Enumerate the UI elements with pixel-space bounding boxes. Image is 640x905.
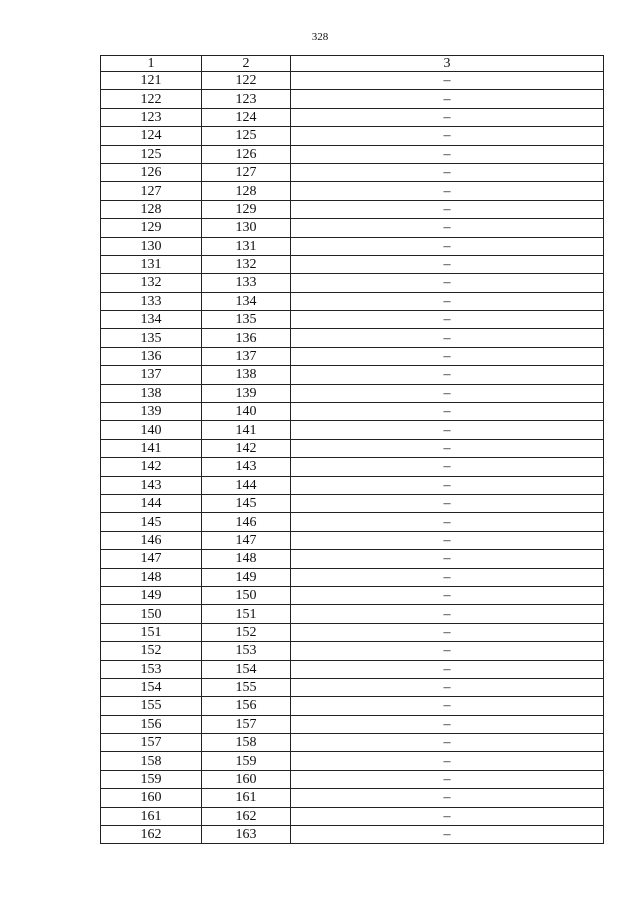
table-row: [101, 274, 604, 292]
cell-col-1: 135: [101, 329, 202, 347]
cell-col-1: 157: [101, 734, 202, 752]
cell-col-2: 156: [202, 697, 291, 715]
cell-col-2: 125: [202, 127, 291, 145]
column-header-1: 1: [101, 56, 202, 72]
cell-col-2: 123: [202, 90, 291, 108]
table-row: [101, 403, 604, 421]
cell-col-1: 124: [101, 127, 202, 145]
table-row: [101, 292, 604, 310]
cell-col-1: 121: [101, 72, 202, 90]
table-row: [101, 586, 604, 604]
table-row: [101, 531, 604, 549]
cell-col-2: 124: [202, 108, 291, 126]
cell-col-2: 133: [202, 274, 291, 292]
cell-col-1: 161: [101, 807, 202, 825]
cell-col-2: 159: [202, 752, 291, 770]
cell-col-2: 161: [202, 789, 291, 807]
cell-col-3: –: [291, 678, 604, 696]
table-row: [101, 200, 604, 218]
cell-col-3: –: [291, 292, 604, 310]
cell-col-1: 147: [101, 550, 202, 568]
page-number: 328: [311, 31, 329, 43]
cell-col-3: –: [291, 439, 604, 457]
table-row: [101, 347, 604, 365]
table-row: [101, 219, 604, 237]
cell-col-3: –: [291, 237, 604, 255]
table-row: [101, 237, 604, 255]
cell-col-1: 159: [101, 770, 202, 788]
cell-col-3: –: [291, 329, 604, 347]
cell-col-3: –: [291, 366, 604, 384]
cell-col-1: 136: [101, 347, 202, 365]
table-row: [101, 789, 604, 807]
cell-col-1: 156: [101, 715, 202, 733]
cell-col-1: 126: [101, 163, 202, 181]
cell-col-3: –: [291, 72, 604, 90]
cell-col-1: 140: [101, 421, 202, 439]
cell-col-3: –: [291, 311, 604, 329]
cell-col-1: 153: [101, 660, 202, 678]
cell-col-3: –: [291, 494, 604, 512]
cell-col-2: 144: [202, 476, 291, 494]
cell-col-1: 143: [101, 476, 202, 494]
cell-col-3: –: [291, 513, 604, 531]
cell-col-2: 151: [202, 605, 291, 623]
cell-col-3: –: [291, 660, 604, 678]
table-row: [101, 623, 604, 641]
table-row: [101, 752, 604, 770]
cell-col-2: 158: [202, 734, 291, 752]
table-row: [101, 329, 604, 347]
table-row: [101, 311, 604, 329]
table-row: [101, 476, 604, 494]
cell-col-1: 134: [101, 311, 202, 329]
cell-col-3: –: [291, 219, 604, 237]
table-row: [101, 458, 604, 476]
table-row: [101, 494, 604, 512]
cell-col-2: 128: [202, 182, 291, 200]
cell-col-1: 145: [101, 513, 202, 531]
cell-col-1: 132: [101, 274, 202, 292]
cell-col-2: 143: [202, 458, 291, 476]
table-row: [101, 72, 604, 90]
cell-col-1: 149: [101, 586, 202, 604]
cell-col-3: –: [291, 145, 604, 163]
cell-col-2: 152: [202, 623, 291, 641]
cell-col-2: 163: [202, 826, 291, 844]
cell-col-1: 150: [101, 605, 202, 623]
cell-col-1: 125: [101, 145, 202, 163]
table-row: [101, 605, 604, 623]
cell-col-2: 140: [202, 403, 291, 421]
cell-col-2: 148: [202, 550, 291, 568]
table-row: [101, 807, 604, 825]
cell-col-2: 122: [202, 72, 291, 90]
cell-col-3: –: [291, 807, 604, 825]
table-row: [101, 770, 604, 788]
table-row: [101, 255, 604, 273]
cell-col-3: –: [291, 255, 604, 273]
cell-col-1: 137: [101, 366, 202, 384]
cell-col-2: 129: [202, 200, 291, 218]
cell-col-3: –: [291, 697, 604, 715]
column-header-3: 3: [291, 56, 604, 72]
table-row: [101, 715, 604, 733]
table-row: [101, 90, 604, 108]
table-row: [101, 513, 604, 531]
cell-col-2: 131: [202, 237, 291, 255]
table-row: [101, 697, 604, 715]
cell-col-2: 142: [202, 439, 291, 457]
data-table: [100, 55, 604, 844]
table-row: [101, 568, 604, 586]
cell-col-3: –: [291, 347, 604, 365]
cell-col-3: –: [291, 789, 604, 807]
table-header-row: [101, 56, 604, 72]
cell-col-1: 154: [101, 678, 202, 696]
cell-col-3: –: [291, 421, 604, 439]
table-row: [101, 384, 604, 402]
cell-col-1: 128: [101, 200, 202, 218]
table-row: [101, 421, 604, 439]
cell-col-1: 123: [101, 108, 202, 126]
cell-col-2: 145: [202, 494, 291, 512]
cell-col-2: 130: [202, 219, 291, 237]
cell-col-3: –: [291, 274, 604, 292]
cell-col-3: –: [291, 568, 604, 586]
cell-col-1: 146: [101, 531, 202, 549]
cell-col-3: –: [291, 384, 604, 402]
cell-col-2: 149: [202, 568, 291, 586]
cell-col-3: –: [291, 734, 604, 752]
cell-col-2: 155: [202, 678, 291, 696]
cell-col-2: 154: [202, 660, 291, 678]
cell-col-3: –: [291, 90, 604, 108]
cell-col-3: –: [291, 182, 604, 200]
cell-col-1: 142: [101, 458, 202, 476]
cell-col-2: 147: [202, 531, 291, 549]
cell-col-1: 148: [101, 568, 202, 586]
table-row: [101, 642, 604, 660]
table-body: [101, 72, 604, 844]
cell-col-1: 127: [101, 182, 202, 200]
cell-col-1: 133: [101, 292, 202, 310]
cell-col-3: –: [291, 403, 604, 421]
table-row: [101, 660, 604, 678]
cell-col-2: 132: [202, 255, 291, 273]
cell-col-2: 136: [202, 329, 291, 347]
table-row: [101, 127, 604, 145]
cell-col-2: 141: [202, 421, 291, 439]
cell-col-2: 127: [202, 163, 291, 181]
cell-col-2: 135: [202, 311, 291, 329]
cell-col-1: 139: [101, 403, 202, 421]
cell-col-3: –: [291, 200, 604, 218]
table-row: [101, 550, 604, 568]
cell-col-2: 150: [202, 586, 291, 604]
cell-col-3: –: [291, 752, 604, 770]
table-row: [101, 145, 604, 163]
cell-col-2: 138: [202, 366, 291, 384]
cell-col-3: –: [291, 623, 604, 641]
cell-col-3: –: [291, 163, 604, 181]
cell-col-3: –: [291, 127, 604, 145]
cell-col-3: –: [291, 550, 604, 568]
cell-col-3: –: [291, 108, 604, 126]
cell-col-2: 157: [202, 715, 291, 733]
cell-col-1: 151: [101, 623, 202, 641]
table-row: [101, 734, 604, 752]
cell-col-2: 134: [202, 292, 291, 310]
cell-col-1: 160: [101, 789, 202, 807]
table-row: [101, 163, 604, 181]
cell-col-2: 162: [202, 807, 291, 825]
cell-col-2: 126: [202, 145, 291, 163]
cell-col-1: 152: [101, 642, 202, 660]
table-row: [101, 439, 604, 457]
cell-col-1: 158: [101, 752, 202, 770]
cell-col-1: 131: [101, 255, 202, 273]
cell-col-2: 137: [202, 347, 291, 365]
table-row: [101, 826, 604, 844]
table-row: [101, 678, 604, 696]
cell-col-3: –: [291, 826, 604, 844]
cell-col-3: –: [291, 476, 604, 494]
cell-col-1: 141: [101, 439, 202, 457]
column-header-2: 2: [202, 56, 291, 72]
cell-col-1: 138: [101, 384, 202, 402]
table-row: [101, 182, 604, 200]
cell-col-1: 144: [101, 494, 202, 512]
cell-col-3: –: [291, 586, 604, 604]
table-row: [101, 108, 604, 126]
cell-col-1: 155: [101, 697, 202, 715]
cell-col-3: –: [291, 605, 604, 623]
cell-col-1: 130: [101, 237, 202, 255]
cell-col-1: 162: [101, 826, 202, 844]
cell-col-2: 153: [202, 642, 291, 660]
cell-col-1: 129: [101, 219, 202, 237]
cell-col-2: 160: [202, 770, 291, 788]
table-row: [101, 366, 604, 384]
cell-col-1: 122: [101, 90, 202, 108]
cell-col-2: 146: [202, 513, 291, 531]
cell-col-3: –: [291, 531, 604, 549]
cell-col-2: 139: [202, 384, 291, 402]
cell-col-3: –: [291, 715, 604, 733]
cell-col-3: –: [291, 458, 604, 476]
cell-col-3: –: [291, 770, 604, 788]
cell-col-3: –: [291, 642, 604, 660]
